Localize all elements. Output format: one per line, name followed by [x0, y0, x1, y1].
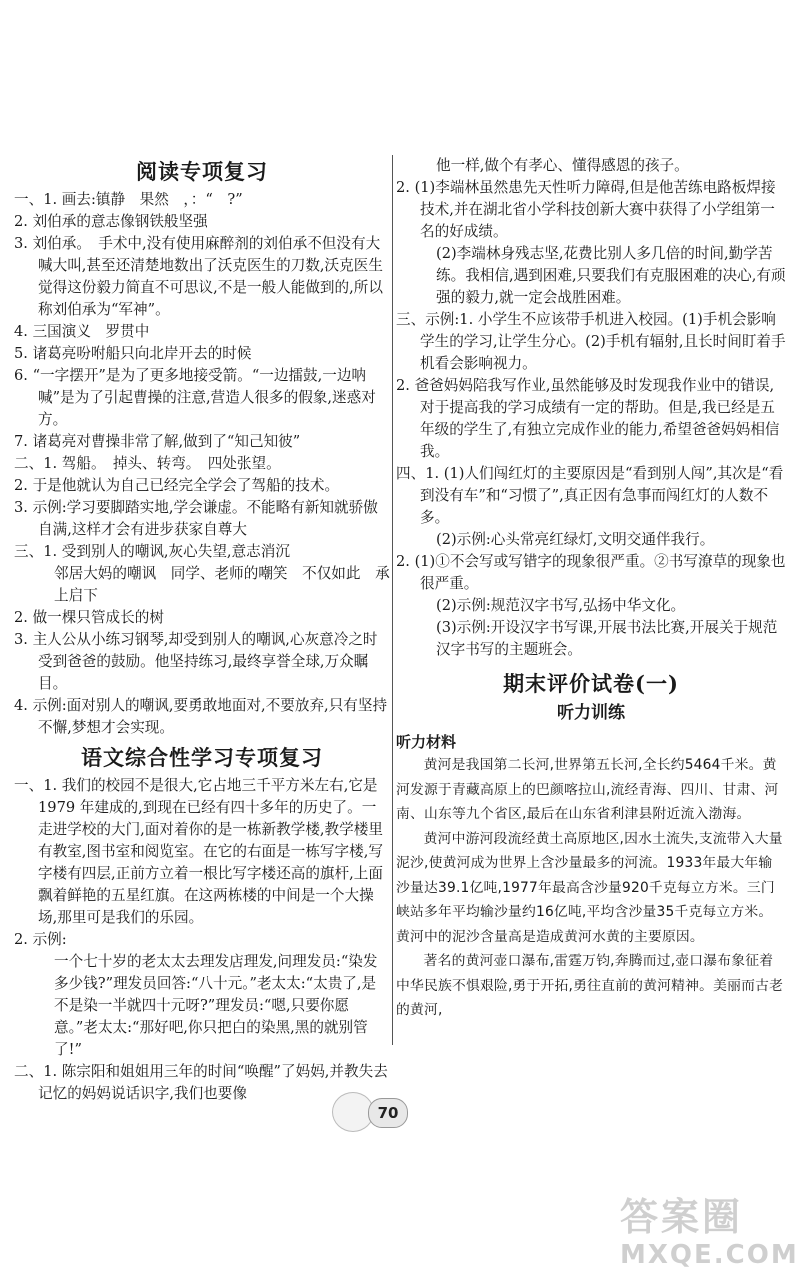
answer-number: 2. [396, 377, 415, 394]
passage-paragraph: 黄河中游河段流经黄土高原地区,因水土流失,支流带入大量泥沙,使黄河成为世界上含沙量最多的河流。1933年最大年输沙量达39.1亿吨,1977年最高含沙量920千克每立方米。三门峡站多年平均输沙量约16亿吨,平均含沙量35千克每立方米。黄河中的泥沙含量高是造成黄河水黄的主要原因。 [396, 830, 783, 945]
answer-number: 一、1. [14, 777, 62, 794]
answer-number: 6. [14, 367, 33, 384]
answer-number: 4. [14, 697, 33, 714]
column-divider [392, 155, 393, 1045]
answer-text: 驾船。 掉头、转弯。 四处张望。 [61, 455, 281, 472]
answer-number: 2. [14, 931, 33, 948]
answer-item [396, 155, 786, 177]
watermark [620, 1195, 799, 1280]
right-column [396, 155, 786, 1023]
answer-text: 示例:学习要脚踏实地,学会谦虚。不能略有新知就骄傲自满,这样才会有进步获家自尊大 [32, 499, 378, 538]
answer-number: 2. [396, 553, 415, 570]
exam-subtitle: 听力训练 [557, 703, 625, 723]
answer-number: 一、1. [14, 191, 62, 208]
answer-item [396, 617, 786, 661]
exam-title: 期末评价试卷(一) [503, 671, 679, 696]
comprehensive-answers [14, 775, 390, 1105]
answer-text: 示例: [32, 931, 67, 948]
answer-text: (2)李端林身残志坚,花费比别人多几倍的时间,勤学苦练。我相信,遇到困难,只要我们有克服困难的决心,有顽强的毅力,就一定会战胜困难。 [436, 245, 786, 306]
answer-item [14, 365, 390, 431]
answer-item [14, 211, 390, 233]
answer-item [14, 607, 390, 629]
answer-item [14, 541, 390, 563]
answer-number: 2. [14, 213, 33, 230]
answer-text: 主人公从小练习钢琴,却受到别人的嘲讽,心灰意冷之时受到爸爸的鼓励。他坚持练习,最终享誉全球,万众瞩目。 [32, 631, 378, 692]
page-number: 70 [368, 1098, 408, 1128]
answer-text: 陈宗阳和姐姐用三年的时间“唤醒”了妈妈,并教失去记忆的妈妈说话识字,我们也要像 [38, 1063, 388, 1102]
answer-item [14, 497, 390, 541]
answer-text: 画去:镇静 果然 ，：“ ?” [61, 191, 243, 208]
section-title-reading: 阅读专项复习 [136, 159, 268, 184]
answer-text: 刘伯承的意志像钢铁般坚强 [32, 213, 208, 230]
answer-item [396, 529, 786, 551]
answer-text: 受到别人的嘲讽,灰心失望,意志消沉 [61, 543, 290, 560]
material-heading: 听力材料 [396, 733, 457, 751]
answer-text: 做一棵只管成长的树 [32, 609, 164, 626]
answer-item [396, 177, 786, 243]
right-answers [396, 155, 786, 661]
answer-number: 2. [396, 179, 415, 196]
answer-text: (1)人们闯红灯的主要原因是“看到别人闯”,其次是“看到没有车”和“习惯了”,真正因有急事而闯红灯的人数不多。 [420, 465, 784, 526]
answer-item [14, 431, 390, 453]
answer-item [14, 929, 390, 951]
answer-item [396, 551, 786, 595]
answer-number: 二、1. [14, 455, 62, 472]
reading-answers [14, 189, 390, 739]
answer-item [396, 463, 786, 529]
watermark-line2: MXQE.COM [620, 1240, 799, 1270]
answer-text: 诸葛亮对曹操非常了解,做到了“知己知彼” [32, 433, 301, 450]
answer-text: 我们的校园不是很大,它占地三千平方米左右,它是 1979 年建成的,到现在已经有四十多年的历史了。一走进学校的大门,面对着你的是一栋新教学楼,教学楼里有教室,图书室和阅览室。在它的右面是一栋写字楼,写字楼有四层,正前方立着一根比写字楼还高的旗杆,上面飘着鲜艳的五星红旗。在这两栋楼的中间是一个大操场,那里可是我们的乐园。 [38, 777, 383, 926]
answer-text: 爸爸妈妈陪我写作业,虽然能够及时发现我作业中的错误,对于提高我的学习成绩有一定的帮助。但是,我已经是五年级的学生了,有独立完成作业的能力,希望爸爸妈妈相信我。 [414, 377, 780, 460]
answer-item [14, 951, 390, 1061]
answer-text: (1)①不会写或写错字的现象很严重。②书写潦草的现象也很严重。 [414, 553, 786, 592]
answer-text: (2)示例:心头常亮红绿灯,文明交通伴我行。 [436, 531, 715, 548]
watermark-line1: 答案圈 [620, 1195, 744, 1239]
answer-item [396, 375, 786, 463]
answer-text: 于是他就认为自己已经完全学会了驾船的技术。 [32, 477, 340, 494]
answer-item [14, 189, 390, 211]
answer-item [14, 775, 390, 929]
page-footer [332, 1090, 472, 1134]
answer-item [14, 233, 390, 321]
passage-paragraph: 黄河是我国第二长河,世界第五长河,全长约5464千米。黄河发源于青藏高原上的巴颜喀拉山,流经青海、四川、甘肃、河南、山东等九个省区,最后在山东省利津县附近流入渤海。 [396, 757, 779, 822]
answer-item [14, 343, 390, 365]
answer-text: 示例:面对别人的嘲讽,要勇敢地面对,不要放弃,只有坚持不懈,梦想才会实现。 [32, 697, 388, 736]
answer-text: 刘伯承。 手术中,没有使用麻醉剂的刘伯承不但没有大喊大叫,甚至还清楚地数出了沃克医生的刀数,沃克医生觉得这份毅力简直不可思议,不是一般人能做到的,所以称刘伯承为“军神”。 [32, 235, 383, 318]
answer-number: 四、1. [396, 465, 444, 482]
answer-text: 一个七十岁的老太太去理发店理发,问理发员:“染发多少钱?”理发员回答:“八十元。”老太太:“太贵了,是不是染一半就四十元呀?”理发员:“嗯,只要你愿意。”老太太:“那好吧,你只把白的染黑,黑的就别管了!” [54, 953, 378, 1058]
answer-item [14, 321, 390, 343]
answer-number: 3. [14, 631, 33, 648]
answer-number: 3. [14, 499, 33, 516]
answer-number: 3. [14, 235, 33, 252]
answer-number: 2. [14, 609, 33, 626]
answer-item [14, 475, 390, 497]
left-column [14, 155, 390, 1105]
answer-item [396, 309, 786, 375]
answer-text: (1)李端林虽然患先天性听力障碍,但是他苦练电路板焊接技术,并在湖北省小学科技创新大赛中获得了小学组第一名的好成绩。 [414, 179, 776, 240]
answer-text: 诸葛亮吩咐船只向北岸开去的时候 [32, 345, 252, 362]
answer-number: 三、 [396, 311, 426, 328]
answer-text: 邻居大妈的嘲讽 同学、老师的嘲笑 不仅如此 承上启下 [54, 565, 390, 604]
passage-paragraph: 著名的黄河壶口瀑布,雷霆万钧,奔腾而过,壶口瀑布象征着中华民族不惧艰险,勇于开拓,勇往直前的黄河精神。美丽而古老的黄河, [396, 953, 784, 1018]
answer-item [14, 695, 390, 739]
answer-item [396, 595, 786, 617]
answer-item [14, 629, 390, 695]
answer-text: “一字摆开”是为了更多地接受箭。“一边擂鼓,一边呐喊”是为了引起曹操的注意,营造人很多的假象,迷惑对方。 [32, 367, 376, 428]
answer-number: 二、1. [14, 1063, 62, 1080]
answer-text: 示例:1. 小学生不应该带手机进入校园。(1)手机会影响学生的学习,让学生分心。(2)手机有辐射,且长时间盯着手机看会影响视力。 [420, 311, 786, 372]
answer-number: 2. [14, 477, 33, 494]
answer-item [14, 453, 390, 475]
section-title-comprehensive: 语文综合性学习专项复习 [81, 745, 323, 770]
answer-text: (3)示例:开设汉字书写课,开展书法比赛,开展关于规范汉字书写的主题班会。 [436, 619, 778, 658]
answer-number: 三、1. [14, 543, 62, 560]
answer-text: 他一样,做个有孝心、懂得感恩的孩子。 [436, 157, 689, 174]
answer-number: 4. [14, 323, 33, 340]
answer-text: (2)示例:规范汉字书写,弘扬中华文化。 [436, 597, 686, 614]
answer-text: 三国演义 罗贯中 [32, 323, 150, 340]
answer-number: 5. [14, 345, 33, 362]
answer-item [396, 243, 786, 309]
answer-item [14, 563, 390, 607]
listening-passage [396, 753, 786, 1023]
answer-number: 7. [14, 433, 33, 450]
